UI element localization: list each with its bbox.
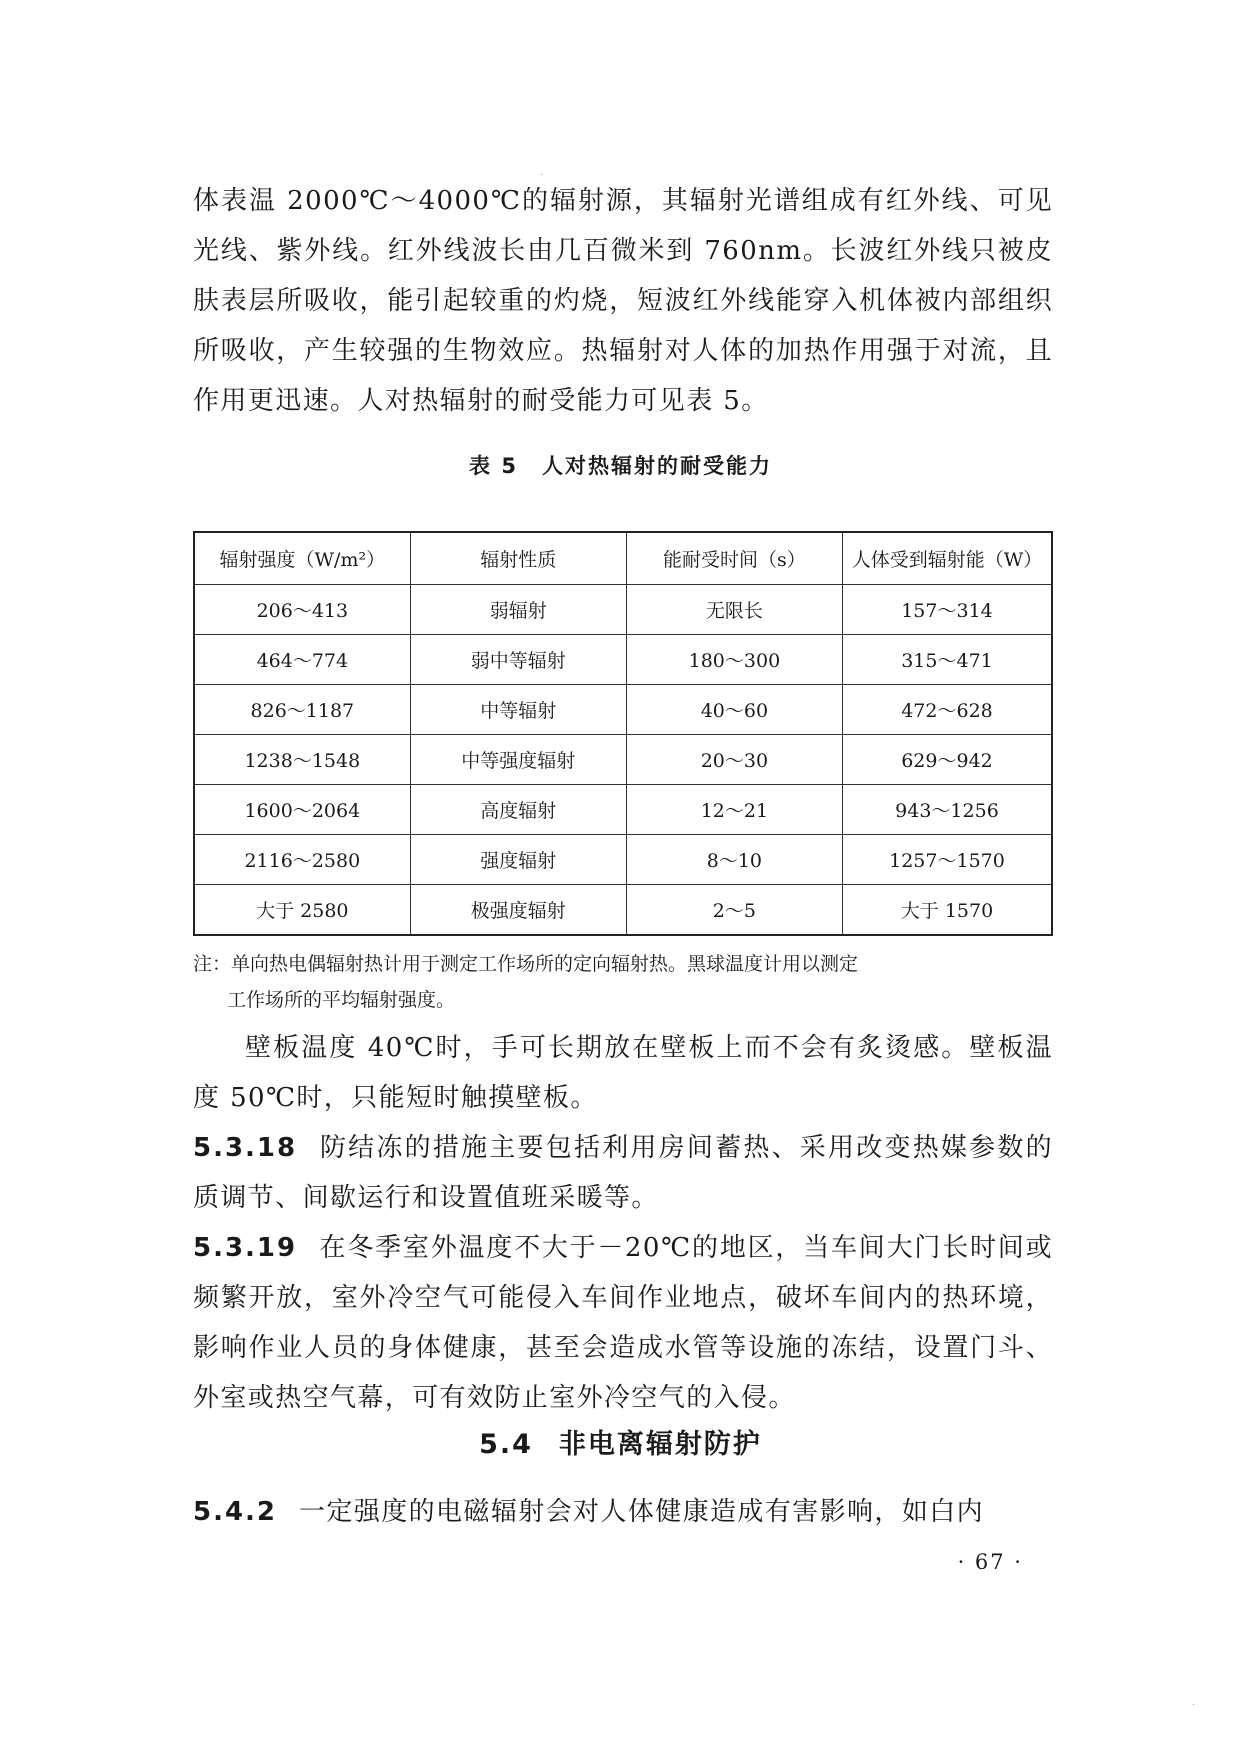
clause-5-4-2: [193, 1487, 1053, 1537]
clause-5-3-19: [193, 1223, 1053, 1423]
table-cell: 弱中等辐射: [410, 635, 626, 685]
table-cell: 315～471: [842, 635, 1052, 685]
table-cell: 206～413: [194, 585, 410, 635]
column-header: 辐射性质: [410, 532, 626, 585]
table-cell: 20～30: [626, 735, 842, 785]
table-cell: 2～5: [626, 885, 842, 936]
table-cell: 中等辐射: [410, 685, 626, 735]
column-header: 能耐受时间（s）: [626, 532, 842, 585]
section-heading: [0, 1422, 1241, 1461]
intro-paragraph: 体表温 2000℃～4000℃的辐射源，其辐射光谱组成有红外线、可见光线、紫外线。红外线波长由几百微米到 760nm。长波红外线只被皮肤表层所吸收，能引起较重的灼烧，短波红外线能穿入机体被内部组织所吸收，产生较强的生物效应。热辐射对人体的加热作用强于对流，且作用更迅速。人对热辐射的耐受能力可见表 5。: [193, 186, 1053, 416]
table-note-line2: 工作场所的平均辐射强度。: [227, 989, 456, 1011]
table-cell: 8～10: [626, 835, 842, 885]
clause-text: 在冬季室外温度不大于－20℃的地区，当车间大门长时间或频繁开放，室外冷空气可能侵入车间作业地点，破坏车间内的热环境，影响作业人员的身体健康，甚至会造成水管等设施的冻结，设置门斗、外室或热空气幕，可有效防止室外冷空气的入侵。: [193, 1233, 1053, 1413]
table-cell: 1600～2064: [194, 785, 410, 835]
section-title: 非电离辐射防护: [558, 1429, 762, 1460]
table-cell: 12～21: [626, 785, 842, 835]
table-cell: 40～60: [626, 685, 842, 735]
wall-temperature-paragraph: 壁板温度 40℃时，手可长期放在壁板上而不会有炙烫感。壁板温度 50℃时，只能短时触摸壁板。: [193, 1033, 1053, 1113]
radiation-tolerance-table: [193, 531, 1053, 936]
table-cell: 高度辐射: [410, 785, 626, 835]
table-cell: 极强度辐射: [410, 885, 626, 936]
clause-number: 5.4.2: [193, 1497, 278, 1527]
table-row: [194, 885, 1052, 936]
table-caption-title: 人对热辐射的耐受能力: [541, 454, 772, 478]
clause-number: 5.3.18: [193, 1133, 298, 1163]
table-row: [194, 735, 1052, 785]
table-cell: 157～314: [842, 585, 1052, 635]
table-cell: 464～774: [194, 635, 410, 685]
page-number: · 67 ·: [957, 1550, 1023, 1574]
column-header: 辐射强度（W/m²）: [194, 532, 410, 585]
table-cell: 180～300: [626, 635, 842, 685]
clause-number: 5.3.19: [193, 1233, 298, 1263]
table-cell: 中等强度辐射: [410, 735, 626, 785]
table-cell: 826～1187: [194, 685, 410, 735]
table-cell: 1238～1548: [194, 735, 410, 785]
clause-5-3-18: [193, 1123, 1053, 1223]
table-row: [194, 835, 1052, 885]
table-cell: 大于 1570: [842, 885, 1052, 936]
table-cell: 629～942: [842, 735, 1052, 785]
table-cell: 1257～1570: [842, 835, 1052, 885]
column-header: 人体受到辐射能（W）: [842, 532, 1052, 585]
table-cell: 弱辐射: [410, 585, 626, 635]
table-caption-number: 表 5: [469, 454, 518, 478]
scan-speck: ·: [1192, 1700, 1196, 1711]
table-cell: 472～628: [842, 685, 1052, 735]
table-row: [194, 785, 1052, 835]
table-row: [194, 585, 1052, 635]
clause-text: 一定强度的电磁辐射会对人体健康造成有害影响，如白内: [299, 1497, 985, 1527]
section-number: 5.4: [479, 1429, 533, 1460]
table-cell: 大于 2580: [194, 885, 410, 936]
table-note: [193, 946, 1053, 1018]
table-cell: 无限长: [626, 585, 842, 635]
table-row: [194, 635, 1052, 685]
clause-text: 防结冻的措施主要包括利用房间蓄热、采用改变热媒参数的质调节、间歇运行和设置值班采暖等。: [193, 1133, 1053, 1213]
scan-speck: ·: [540, 170, 544, 181]
table-row: [194, 685, 1052, 735]
table-caption: [0, 450, 1241, 480]
table-cell: 2116～2580: [194, 835, 410, 885]
table-cell: 943～1256: [842, 785, 1052, 835]
table-cell: 强度辐射: [410, 835, 626, 885]
table-header-row: [194, 532, 1052, 585]
table-note-line1: 注：单向热电偶辐射热计用于测定工作场所的定向辐射热。黑球温度计用以测定: [193, 953, 859, 975]
